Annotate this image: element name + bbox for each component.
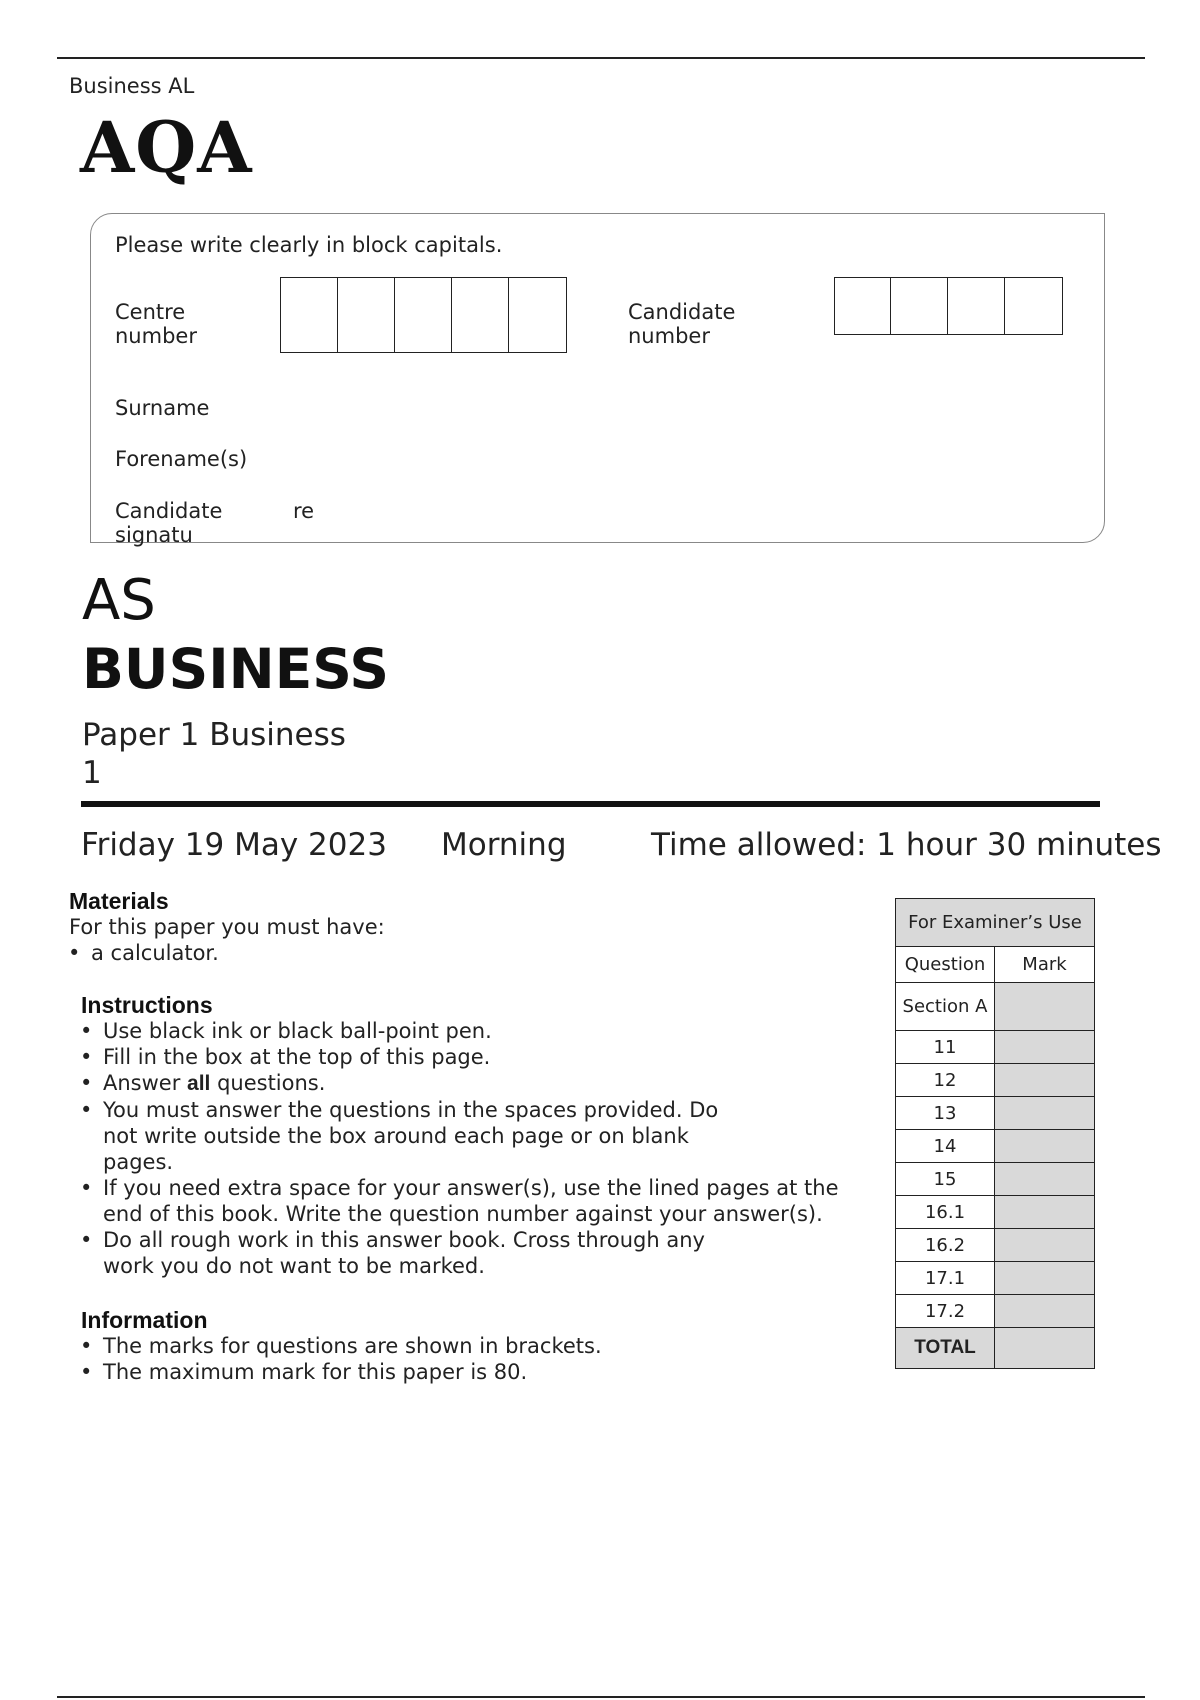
- mark-cell: [995, 1031, 1095, 1064]
- mark-cell: [995, 1097, 1095, 1130]
- candidate-digit-box[interactable]: [1005, 277, 1063, 335]
- subject-tag: Business AL: [69, 74, 195, 98]
- question-cell: 15: [896, 1163, 995, 1196]
- question-cell: Section A: [896, 983, 995, 1031]
- question-column-header: Question: [896, 947, 995, 983]
- candidate-number-label: Candidate number: [628, 300, 736, 348]
- instructions-list: [69, 1018, 859, 1279]
- question-cell: 17.2: [896, 1295, 995, 1328]
- centre-digit-box[interactable]: [280, 277, 338, 353]
- forenames-label: Forename(s): [115, 447, 248, 471]
- mark-cell: [995, 1229, 1095, 1262]
- candidate-digit-box[interactable]: [834, 277, 891, 335]
- time-allowed: Time allowed: 1 hour 30 minutes: [651, 827, 1162, 863]
- mark-cell: [995, 1262, 1095, 1295]
- information-list: [69, 1333, 859, 1385]
- signature-label: Candidate signatu: [115, 499, 223, 547]
- qualification-level: AS: [82, 568, 156, 633]
- candidate-digit-box[interactable]: [948, 277, 1005, 335]
- paper-title: Paper 1 Business 1: [82, 717, 346, 791]
- centre-digit-box[interactable]: [452, 277, 509, 353]
- question-cell: 13: [896, 1097, 995, 1130]
- instructions-heading: Instructions: [81, 992, 213, 1018]
- aqa-logo: AQA: [80, 106, 253, 189]
- information-heading: Information: [81, 1307, 208, 1333]
- mark-cell: [995, 1295, 1095, 1328]
- question-cell: 11: [896, 1031, 995, 1064]
- mark-cell: [995, 1064, 1095, 1097]
- forenames-field[interactable]: [290, 437, 1080, 471]
- mark-column-header: Mark: [995, 947, 1095, 983]
- question-cell: 16.2: [896, 1229, 995, 1262]
- question-cell: 16.1: [896, 1196, 995, 1229]
- centre-digit-box[interactable]: [395, 277, 452, 353]
- subject-title: BUSINESS: [82, 637, 390, 701]
- centre-number-boxes: [280, 277, 567, 353]
- question-cell: 12: [896, 1064, 995, 1097]
- exam-rubric: [69, 888, 859, 1385]
- surname-field[interactable]: [290, 386, 1080, 420]
- signature-field[interactable]: [330, 492, 1080, 528]
- title-divider: [81, 801, 1100, 807]
- question-cell: 14: [896, 1130, 995, 1163]
- top-rule: [57, 57, 1145, 59]
- total-mark-cell: [995, 1328, 1095, 1369]
- mark-cell: [995, 1196, 1095, 1229]
- list-item: • Do all rough work in this answer book. Cross through any work you do not want to be marked.: [69, 1227, 723, 1279]
- centre-digit-box[interactable]: [509, 277, 567, 353]
- centre-number-label: Centre number: [115, 300, 197, 348]
- exam-session: Morning: [441, 827, 567, 863]
- bottom-rule: [57, 1696, 1145, 1698]
- examiner-use-table: [895, 898, 1095, 1369]
- list-item: • Fill in the box at the top of this page.: [69, 1044, 859, 1070]
- materials-heading: Materials: [69, 888, 169, 914]
- candidate-digit-box[interactable]: [891, 277, 948, 335]
- list-item: • If you need extra space for your answer(s), use the lined pages at the end of this book. Write the question number against your answer(s).: [69, 1175, 873, 1227]
- surname-label: Surname: [115, 396, 210, 420]
- mark-cell: [995, 1130, 1095, 1163]
- block-capitals-instruction: Please write clearly in block capitals.: [115, 233, 503, 257]
- materials-intro: For this paper you must have:: [69, 915, 385, 939]
- candidate-number-boxes: [834, 277, 1063, 335]
- list-item: • Use black ink or black ball-point pen.: [69, 1018, 859, 1044]
- list-item: • You must answer the questions in the spaces provided. Do not write outside the box around each page or on blank pages.: [69, 1097, 753, 1175]
- signature-label-fragment: re: [293, 499, 315, 523]
- examiner-table-header: For Examiner’s Use: [896, 899, 1095, 947]
- list-item: • The maximum mark for this paper is 80.: [69, 1359, 859, 1385]
- materials-list: [57, 940, 859, 966]
- mark-cell: [995, 983, 1095, 1031]
- question-cell: 17.1: [896, 1262, 995, 1295]
- list-item: • Answer all questions.: [69, 1070, 859, 1097]
- list-item: • a calculator.: [57, 940, 859, 966]
- total-label: TOTAL: [896, 1328, 995, 1369]
- centre-digit-box[interactable]: [338, 277, 395, 353]
- exam-date: Friday 19 May 2023: [81, 827, 387, 863]
- list-item: • The marks for questions are shown in brackets.: [69, 1333, 859, 1359]
- mark-cell: [995, 1163, 1095, 1196]
